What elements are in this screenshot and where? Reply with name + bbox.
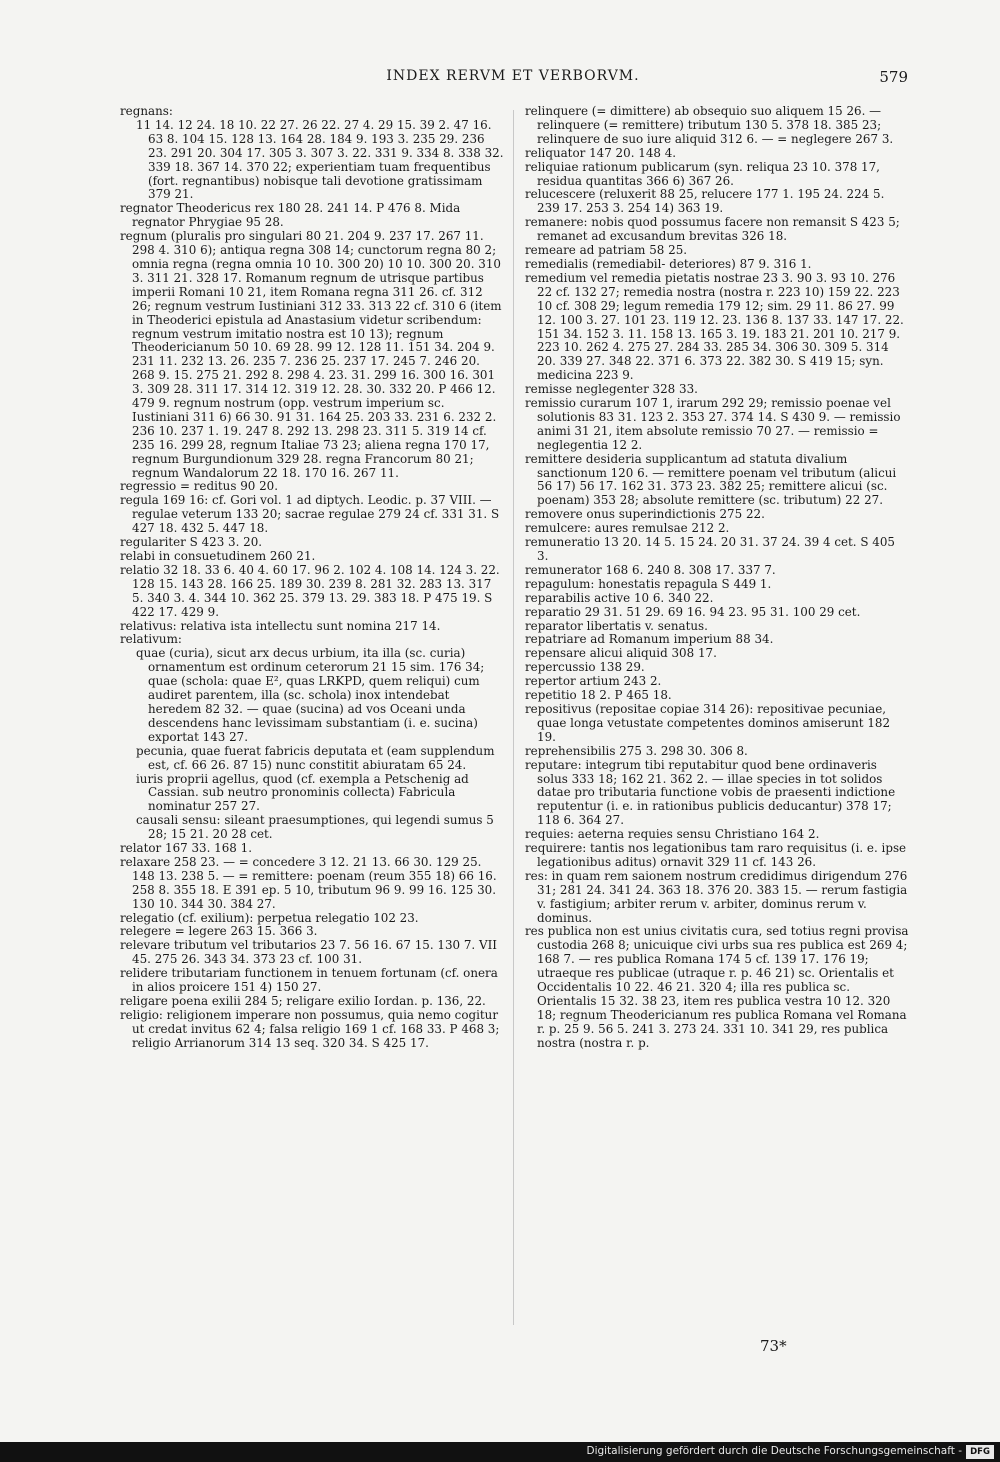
index-entry: relucescere (reluxerit 88 25, relucere 177 1. 195 24. 224 5. 239 17. 253 3. 254 14) 363 19.: [525, 187, 885, 216]
index-entry: requies: aeterna requies sensu Christiano 164 2.: [525, 827, 820, 842]
index-entry: remeare ad patriam 58 25.: [525, 243, 688, 258]
index-entry: reprehensibilis 275 3. 298 30. 306 8.: [525, 743, 748, 758]
index-entry: regnans:: [120, 104, 173, 118]
index-entry: relegatio (cf. exilium): perpetua relegatio 102 23.: [120, 910, 419, 925]
column-divider: [513, 110, 514, 1325]
page-number: 579: [879, 68, 908, 86]
index-entry: relator 167 33. 168 1.: [120, 841, 252, 856]
index-entry: remanere: nobis quod possumus facere non remansit S 423 5; remanet ad excusandum brevitas 326 18.: [525, 215, 900, 244]
index-entry: relinquere (= dimittere) ab obsequio suo aliquem 15 26. — relinquere (= remittere) tributum 130 5. 378 18. 385 23; relinquere de suo iure aliquid 312 6. — = neglegere 267 3.: [525, 104, 894, 146]
index-entry: regula 169 16: cf. Gori vol. 1 ad diptych. Leodic. p. 37 VIII. — regulae veterum 133 20; sacrae regulae 279 24 cf. 331 31. S 427 18. 432 5. 447 18.: [120, 493, 500, 536]
index-entry: relaxare 258 23. — = concedere 3 12. 21 13. 66 30. 129 25. 148 13. 238 5. — = remittere: poenam (reum 355 18) 66 16. 258 8. 355 18. E 391 ep. 5 10, tributum 96 9. 99 16. 125 30. 130 10. 344 30. 384 27.: [120, 854, 497, 911]
index-entry: repensare alicui aliquid 308 17.: [525, 646, 717, 661]
index-entry: reliquiae rationum publicarum (syn. reliqua 23 10. 378 17, residua quantitas 366 6) 367 26.: [525, 159, 880, 188]
index-entry: res: in quam rem saionem nostrum credidimus dirigendum 276 31; 281 24. 341 24. 363 18. 376 20. 383 15. — rerum fastigia v. fastigium; arbiter rerum v. arbiter, dominus rerum v. dominus.: [525, 868, 908, 925]
index-entry: repatriare ad Romanum imperium 88 34.: [525, 632, 774, 647]
index-entry: reparabilis active 10 6. 340 22.: [525, 590, 714, 605]
index-entry: regulariter S 423 3. 20.: [120, 535, 263, 550]
index-subentry: pecunia, quae fuerat fabricis deputata et (eam supplendum est, cf. 66 26. 87 15) nunc constitit abiuratam 65 24.: [136, 743, 495, 772]
index-entry: remedium vel remedia pietatis nostrae 23 3. 90 3. 93 10. 276 22 cf. 132 27; remedia nostra (nostra r. 223 10) 159 22. 223 10 cf. 308 29; legum remedia 179 12; sim. 29 11. 86 27. 99 12. 100 3. 27. 101 23. 119 12. 23. 136 8. 137 33. 147 17. 22. 151 34. 152 3. 11. 158 13. 165 3. 19. 183 21. 201 10. 217 9. 223 10. 262 4. 275 27. 284 33. 285 34. 306 30. 309 5. 314 20. 339 27. 348 22. 371 6. 373 22. 382 30. S 419 15; syn. medicina 223 9.: [525, 270, 904, 383]
index-entry: reparatio 29 31. 51 29. 69 16. 94 23. 95 31. 100 29 cet.: [525, 604, 861, 619]
index-entry: requirere: tantis nos legationibus tam raro requisitus (i. e. ipse legationibus aditus) ornavit 329 11 cf. 143 26.: [525, 841, 907, 869]
index-entry: repositivus (repositae copiae 314 26): repositivae pecuniae, quae longa vetustate competentes dominos amiserunt 182 19.: [525, 701, 891, 744]
index-entry: relatio 32 18. 33 6. 40 4. 60 17. 96 2. 102 4. 108 14. 124 3. 22. 128 15. 143 28. 166 25. 189 30. 239 8. 281 32. 283 13. 317 5. 340 3. 4. 344 10. 362 25. 379 13. 29. 383 18. P 475 19. S 422 17. 429 9.: [120, 562, 500, 619]
running-header: [118, 68, 908, 98]
running-title: INDEX RERVM ET VERBORVM.: [386, 68, 640, 84]
index-entry: res publica non est unius civitatis cura, sed totius regni provisa custodia 268 8; unicuique civi urbs sua res publica est 269 4; 168 7. — res publica Romana 174 5 cf. 139 17. 176 19; utraeque res publicae (utraque r. p. 46 21) sc. Orientalis et Occidentalis 10 22. 46 21. 320 4; illa res publica sc. Orientalis 15 32. 38 23, item res publica vestra 10 12. 320 18; regnum Theodericianum res publica Romana vel Romana r. p. 25 9. 56 5. 241 3. 273 24. 331 10. 341 29, res publica nostra (nostra r. p.: [525, 924, 909, 1050]
index-entry: repercussio 138 29.: [525, 660, 645, 675]
index-entry: reparator libertatis v. senatus.: [525, 618, 708, 633]
index-entry: religio: religionem imperare non possumus, quia nemo cogitur ut credat invitus 62 4; falsa religio 169 1 cf. 168 33. P 468 3; religio Arrianorum 314 13 seq. 320 34. S 425 17.: [120, 1007, 500, 1050]
index-entry: remittere desideria supplicantum ad statuta divalium sanctionum 120 6. — remittere poenam vel tributum (alicui 56 17) 56 17. 162 31. 373 23. 382 25; remittere alicui (sc. poenam) 353 28; absolute remittere (sc. tributum) 22 27.: [525, 451, 897, 508]
funding-credit: Digitalisierung gefördert durch die Deutsche Forschungsgemeinschaft -: [586, 1445, 962, 1457]
index-entry: remunerator 168 6. 240 8. 308 17. 337 7.: [525, 562, 776, 577]
index-entry: remulcere: aures remulsae 212 2.: [525, 521, 730, 536]
index-entry: relidere tributariam functionem in tenuem fortunam (cf. onera in alios proicere 151 4) 150 27.: [120, 966, 498, 995]
index-entry: relevare tributum vel tributarios 23 7. 56 16. 67 15. 130 7. VII 45. 275 26. 343 34. 373 23 cf. 100 31.: [120, 938, 497, 967]
dfg-logo-icon: DFG: [966, 1445, 994, 1459]
index-column-right: [525, 105, 910, 1051]
index-subentry: quae (curia), sicut arx decus urbium, ita illa (sc. curia) ornamentum est ordinum ceterorum 21 15 sim. 176 34; quae (schola: quae E², quas LRKPD, quem reliqui) cum audiret parentem, illa (sc. schola) inox intendebat heredem 82 32. — quae (sucina) ad vos Oceani unda descendens hanc levissimam substantiam (i. e. sucina) exportat 143 27.: [136, 646, 485, 744]
index-subentry: 11 14. 12 24. 18 10. 22 27. 26 22. 27 4. 29 15. 39 2. 47 16. 63 8. 104 15. 128 13. 164 28. 184 9. 193 3. 235 29. 236 23. 291 20. 304 17. 305 3. 307 3. 22. 331 9. 334 8. 338 32. 339 18. 367 14. 370 22; experientiam tuam frequentibus (fort. regnantibus) nobisque tali devotione gratissimam 379 21.: [136, 117, 504, 202]
index-subentry: causali sensu: sileant praesumptiones, qui legendi sumus 5 28; 15 21. 20 28 cet.: [136, 813, 494, 842]
digitization-footer: [0, 1442, 1000, 1462]
index-entry: reputare: integrum tibi reputabitur quod bene ordinaveris solus 333 18; 162 21. 362 2. — illae species in tot solidos datae pro tributaria functione vobis de praesenti indictione reputentur (i. e. in rationibus publicis deducantur) 378 17; 118 6. 364 27.: [525, 757, 896, 828]
signature-mark: 73*: [760, 1337, 787, 1355]
index-entry: regressio = reditus 90 20.: [120, 479, 279, 494]
index-subentry: iuris proprii agellus, quod (cf. exempla a Petschenig ad Cassian. sub neutro pronominis collecta) Fabricula nominatur 257 27.: [136, 771, 469, 814]
index-entry: regnator Theodericus rex 180 28. 241 14. P 476 8. Mida regnator Phrygiae 95 28.: [120, 201, 461, 230]
index-entry: relativus: relativa ista intellectu sunt nomina 217 14.: [120, 618, 441, 633]
index-entry: remedialis (remediabil- deteriores) 87 9. 316 1.: [525, 256, 812, 271]
index-entry: remisse neglegenter 328 33.: [525, 382, 698, 397]
index-entry: repertor artium 243 2.: [525, 674, 662, 689]
index-entry: remissio curarum 107 1, irarum 292 29; remissio poenae vel solutionis 83 31. 123 2. 353 27. 374 14. S 430 9. — remissio animi 31 21, item absolute remissio 70 27. — remissio = neglegentia 12 2.: [525, 396, 901, 452]
index-entry: religare poena exilii 284 5; religare exilio Iordan. p. 136, 22.: [120, 994, 486, 1008]
index-entry: repetitio 18 2. P 465 18.: [525, 688, 672, 703]
index-column-left: [120, 105, 505, 1051]
index-entry: reliquator 147 20. 148 4.: [525, 145, 677, 160]
index-entry: regnum (pluralis pro singulari 80 21. 204 9. 237 17. 267 11. 298 4. 310 6); antiqua regna 308 14; cunctorum regna 80 2; omnia regna (regna omnia 10 10. 300 20) 10 10. 300 20. 310 3. 311 21. 328 17. Romanum regnum de utrisque partibus imperii Romani 10 21, item Romana regna 311 26. cf. 312 26; regnum vestrum Iustiniani 312 33. 313 22 cf. 310 6 (item in Theoderici epistula ad Anastasium videtur scribendum: regnum vestrum imitatio nostra est 10 13); regnum Theodericianum 50 10. 69 28. 99 12. 128 11. 151 34. 204 9. 231 11. 232 13. 26. 235 7. 236 25. 237 17. 245 7. 246 20. 268 9. 15. 275 21. 292 8. 298 4. 23. 31. 299 16. 300 16. 301 3. 309 28. 311 17. 314 12. 319 12. 28. 30. 332 20. P 466 12. 479 9. regnum nostrum (opp. vestrum imperium sc. Iustiniani 311 6) 66 30. 91 31. 164 25. 203 33. 231 6. 232 2. 236 10. 237 1. 19. 247 8. 292 13. 298 23. 311 5. 319 14 cf. 235 16. 299 28, regnum Italiae 73 23; aliena regna 170 17, regnum Burgundionum 329 28. regna Francorum 80 21; regnum Wandalorum 22 18. 170 16. 267 11.: [120, 229, 502, 480]
index-entry: remuneratio 13 20. 14 5. 15 24. 20 31. 37 24. 39 4 cet. S 405 3.: [525, 535, 895, 563]
index-entry: removere onus superindictionis 275 22.: [525, 507, 765, 522]
index-entry: repagulum: honestatis repagula S 449 1.: [525, 576, 772, 591]
index-entry: relegere = legere 263 15. 366 3.: [120, 924, 318, 939]
index-entry: relativum:: [120, 632, 182, 647]
index-entry: relabi in consuetudinem 260 21.: [120, 549, 316, 563]
